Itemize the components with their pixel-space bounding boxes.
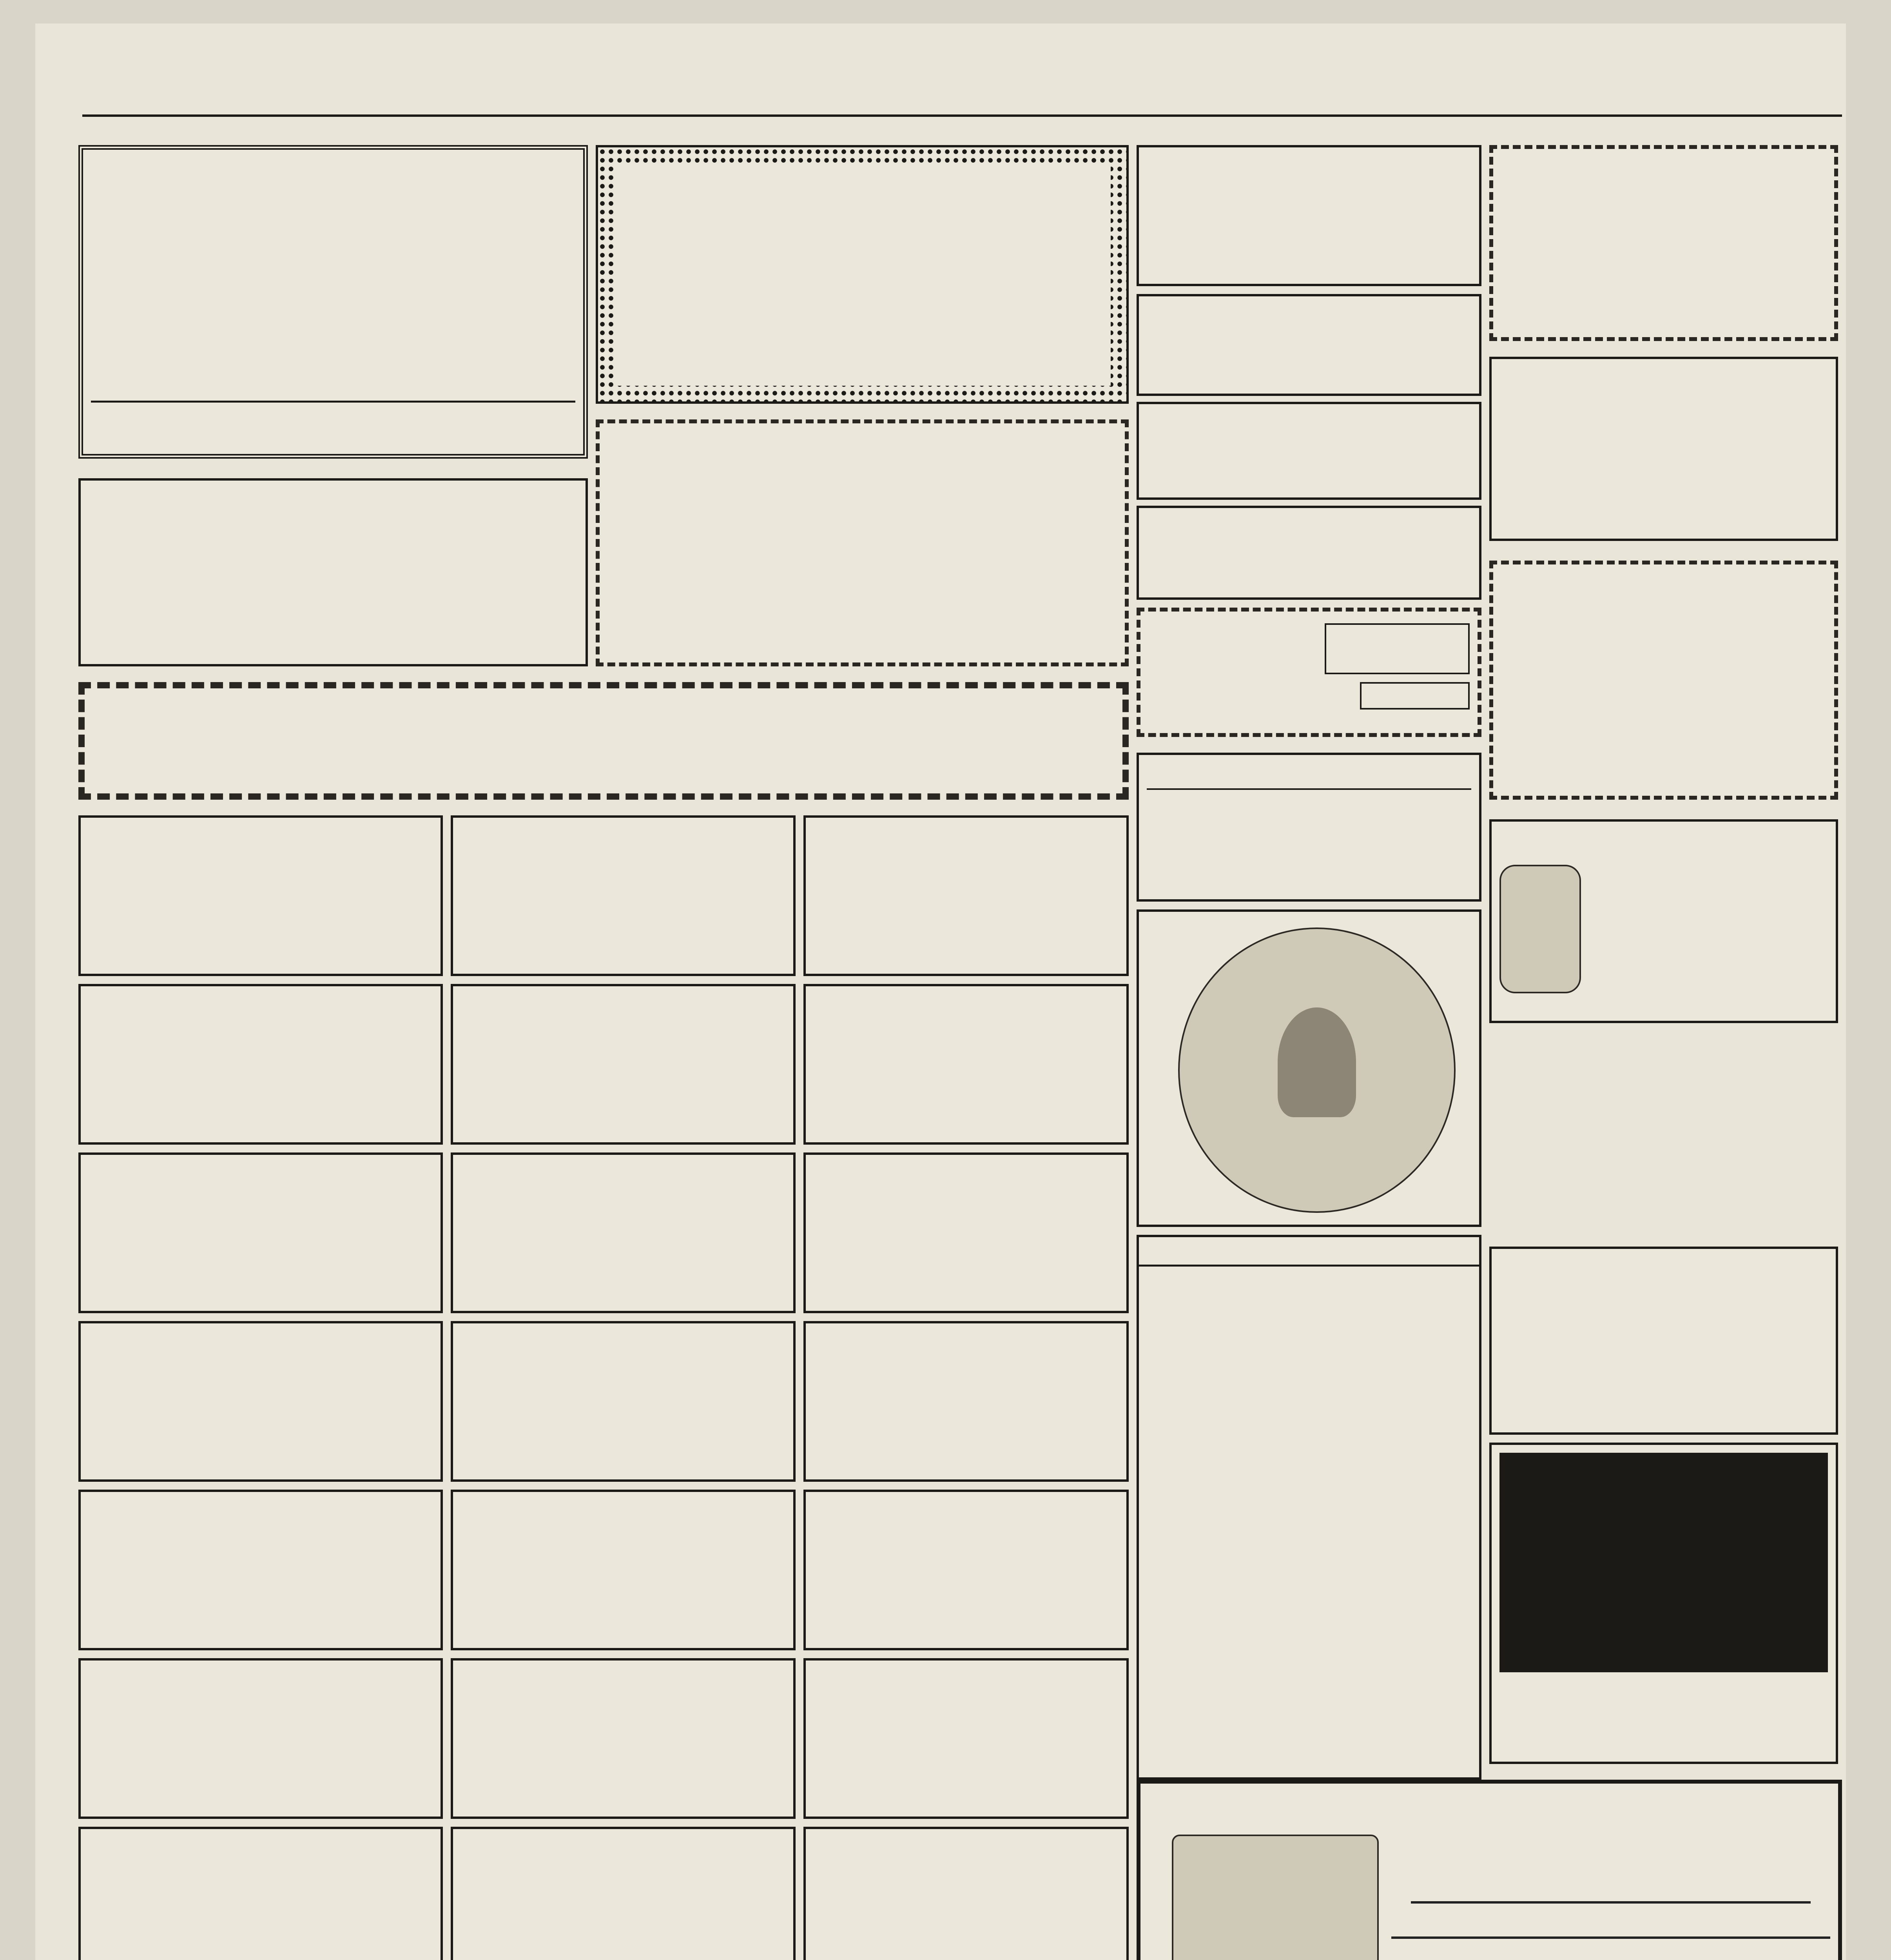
grid-ad	[803, 984, 1129, 1145]
grid-ad	[803, 815, 1129, 976]
diesel-l5	[1391, 1936, 1830, 1939]
grid-ad	[78, 1658, 443, 1819]
rival-ad	[1137, 909, 1481, 1227]
chantecler-ad	[78, 145, 588, 459]
grid-ad	[451, 1490, 796, 1650]
uk-banner	[1499, 1453, 1828, 1672]
rival-image	[1178, 927, 1456, 1213]
zborik-ord2	[1360, 682, 1470, 710]
perske-image	[1499, 865, 1581, 993]
uttl-ad	[1137, 294, 1481, 396]
header	[35, 82, 1846, 110]
zborik-ord	[1325, 623, 1470, 674]
grid-ad	[78, 1321, 443, 1482]
hubackovi2-ad	[1489, 357, 1838, 541]
technik-ad	[596, 419, 1129, 666]
lekar-ad	[1489, 1035, 1838, 1239]
grid-ad	[451, 1827, 796, 1960]
grid-ad	[78, 1490, 443, 1650]
klucina-ad	[1137, 145, 1481, 286]
diesel-ad	[1137, 1780, 1842, 1960]
chirurg-rule	[1147, 788, 1471, 790]
kristenovi-ad	[1489, 561, 1838, 800]
chantecler-rule	[91, 401, 575, 403]
grid-ad	[78, 815, 443, 976]
wanger-ad	[1137, 506, 1481, 600]
grid-ad	[78, 984, 443, 1145]
grid-ad	[451, 815, 796, 976]
mestsky-ad	[1137, 1235, 1481, 1780]
grid-ad	[803, 1827, 1129, 1960]
grid-ad	[451, 1658, 796, 1819]
hubackovi1-ad	[1489, 145, 1838, 341]
skater-figure	[1278, 1007, 1356, 1117]
perske-ad	[1489, 819, 1838, 1023]
grid-ad	[803, 1321, 1129, 1482]
grid-ad	[803, 1152, 1129, 1313]
cestujici-ad	[78, 478, 588, 666]
med-ad	[1489, 1247, 1838, 1435]
konopasek-ad	[596, 145, 1129, 404]
grid-ad	[78, 1827, 443, 1960]
zborik-ad	[1137, 608, 1481, 737]
grid-ad	[803, 1490, 1129, 1650]
grid-ad	[451, 1152, 796, 1313]
diesel-l4	[1411, 1901, 1811, 1904]
engine-image	[1172, 1835, 1379, 1960]
header-rule	[82, 114, 1842, 117]
grid-ad	[451, 1321, 796, 1482]
grid-ad	[803, 1658, 1129, 1819]
mestsky-rule	[1139, 1265, 1479, 1267]
chirurg-ad	[1137, 753, 1481, 902]
grid-ad	[78, 1152, 443, 1313]
jezisek-banner	[78, 682, 1129, 800]
uk-ad	[1489, 1443, 1838, 1764]
kramer-ad	[1137, 402, 1481, 500]
newspaper-page	[35, 24, 1846, 1960]
grid-ad	[451, 984, 796, 1145]
konopasek-inner	[614, 163, 1111, 386]
